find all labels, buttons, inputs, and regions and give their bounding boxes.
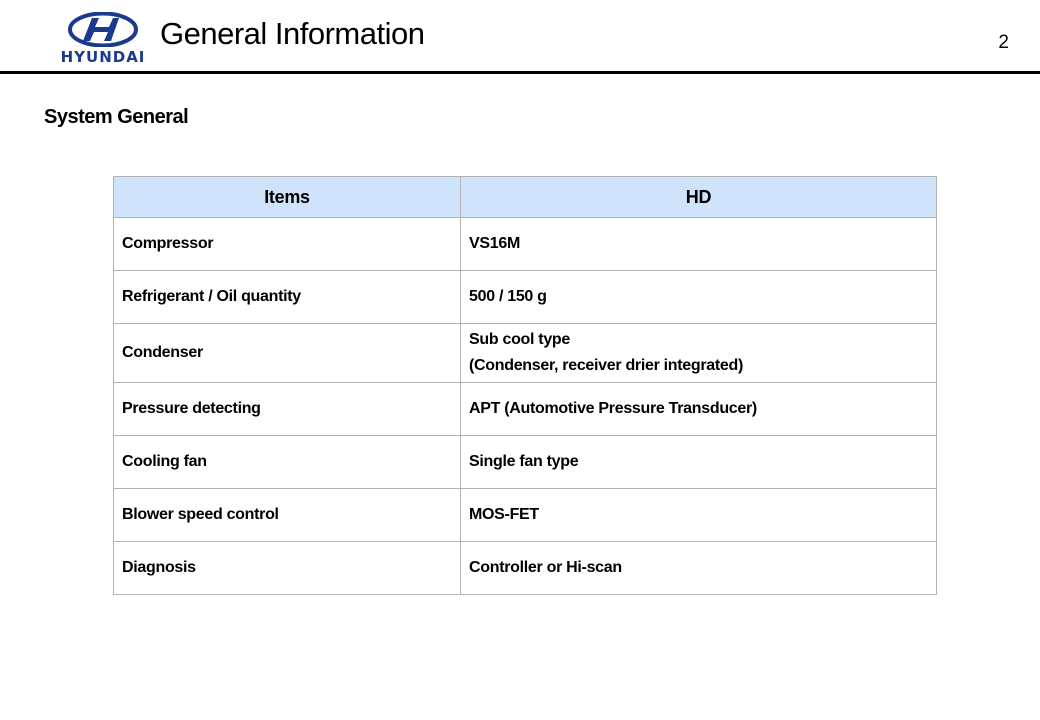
value-line: Sub cool type — [469, 331, 570, 348]
specification-table — [113, 176, 937, 595]
value-cell: APT (Automotive Pressure Transducer) — [461, 383, 937, 436]
section-title: System General — [44, 106, 189, 128]
table-row — [114, 218, 937, 271]
column-header-items: Items — [114, 177, 461, 218]
page-number: 2 — [998, 32, 1009, 53]
item-cell: Diagnosis — [114, 542, 461, 595]
value-line: (Condenser, receiver drier integrated) — [469, 357, 744, 374]
table-row — [114, 542, 937, 595]
value-cell: Single fan type — [461, 436, 937, 489]
value-cell — [461, 324, 937, 383]
item-cell: Cooling fan — [114, 436, 461, 489]
item-cell: Blower speed control — [114, 489, 461, 542]
value-cell: Controller or Hi-scan — [461, 542, 937, 595]
hyundai-logo — [52, 12, 154, 66]
header-divider — [0, 71, 1040, 74]
item-cell: Compressor — [114, 218, 461, 271]
table-row — [114, 383, 937, 436]
value-cell: 500 / 150 g — [461, 271, 937, 324]
slide-title: General Information — [160, 16, 425, 51]
table-row — [114, 324, 937, 383]
item-cell: Pressure detecting — [114, 383, 461, 436]
table-row — [114, 436, 937, 489]
table-row — [114, 271, 937, 324]
item-cell: Condenser — [114, 324, 461, 383]
hyundai-logo-icon — [68, 12, 138, 47]
value-cell: VS16M — [461, 218, 937, 271]
table-row — [114, 489, 937, 542]
column-header-hd: HD — [461, 177, 937, 218]
value-cell: MOS-FET — [461, 489, 937, 542]
item-cell: Refrigerant / Oil quantity — [114, 271, 461, 324]
logo-wordmark: HYUNDAI — [60, 48, 146, 66]
table-header-row — [114, 177, 937, 218]
